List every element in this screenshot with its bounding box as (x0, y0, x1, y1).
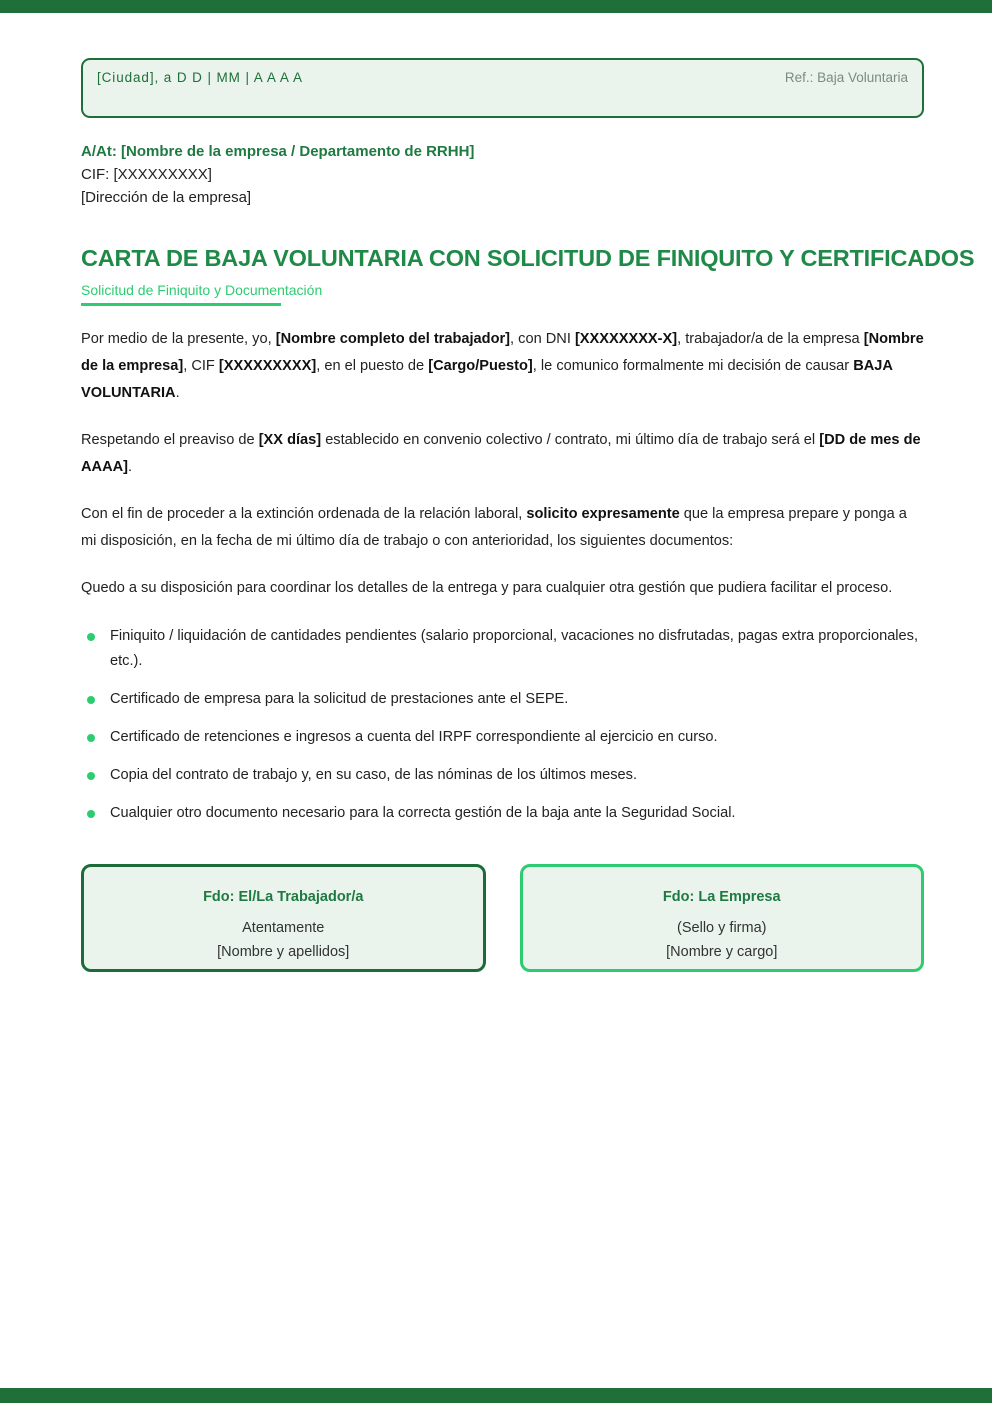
p1-b6: BAJA VOLUNTARIA (81, 358, 893, 401)
list-item (81, 763, 924, 788)
paragraph-availability (81, 575, 924, 602)
header-meta-row (97, 70, 908, 85)
company-signature-line1: (Sello y firma) (677, 920, 767, 936)
list-item (81, 801, 924, 826)
p1-b2: [XXXXXXXX-X] (574, 331, 678, 347)
list-item (81, 687, 924, 712)
bullet-dot-icon (87, 696, 95, 704)
paragraph-notice-period (81, 427, 924, 481)
paragraph-declaration (81, 326, 924, 407)
p1-s5: , en el puesto de (316, 358, 429, 374)
p2-s2: establecido en convenio colectivo / contrato, mi último día de trabajo será el (321, 432, 820, 448)
list-item-label: Copia del contrato de trabajo y, en su caso, de las nóminas de los últimos meses. (110, 767, 638, 783)
p2-s3: . (128, 459, 133, 475)
p1-s6: , le comunico formalmente mi decisión de causar (532, 358, 854, 374)
p1-s4: , CIF (183, 358, 219, 374)
page-bottom-accent-bar (0, 1388, 992, 1403)
recipient-address: [Dirección de la empresa] (81, 189, 252, 206)
bullet-dot-icon (87, 633, 95, 641)
page-title: CARTA DE BAJA VOLUNTARIA CON SOLICITUD DE FINIQUITO Y CERTIFICADOS (81, 245, 975, 271)
list-item-label: Finiquito / liquidación de cantidades pendientes (salario proporcional, vacaciones no disfrutadas, pagas extra proporcionales, etc.). (110, 628, 919, 669)
recipient-attention: A/At: [Nombre de la empresa / Departamento de RRHH] (81, 143, 475, 160)
p1-s7: . (175, 385, 180, 401)
company-signature-line2: [Nombre y cargo] (666, 944, 778, 960)
p4-s1: Quedo a su disposición para coordinar los detalles de la entrega y para cualquier otra gestión que pudiera facilitar el proceso. (81, 580, 893, 596)
reference-text: Ref.: Baja Voluntaria (784, 70, 908, 85)
p2-b1: [XX días] (258, 432, 322, 448)
list-item-label: Certificado de retenciones e ingresos a cuenta del IRPF correspondiente al ejercicio en curso. (110, 729, 718, 745)
subtitle-underline-rule (81, 303, 281, 306)
place-date-text: [Ciudad], a D D | MM | A A A A (97, 70, 303, 85)
list-item-label: Certificado de empresa para la solicitud de prestaciones ante el SEPE. (110, 691, 569, 707)
signature-box-company (520, 864, 925, 972)
paragraph-request (81, 501, 924, 555)
p1-b5: [Cargo/Puesto] (428, 358, 533, 374)
header-meta-box (81, 58, 924, 118)
list-item (81, 624, 924, 674)
p2-b2: [DD de mes de AAAA] (81, 432, 921, 475)
p3-b1: solicito expresamente (526, 506, 680, 522)
p3-s2: que la empresa prepare y ponga a mi disposición, en la fecha de mi último día de trabajo o con anterioridad, los siguientes documentos: (81, 506, 907, 549)
page-top-accent-bar (0, 0, 992, 13)
page-subtitle: Solicitud de Finiquito y Documentación (81, 282, 323, 298)
bullet-dot-icon (87, 810, 95, 818)
documents-list (81, 624, 924, 826)
list-item (81, 725, 924, 750)
signature-box-worker (81, 864, 486, 972)
recipient-cif: CIF: [XXXXXXXXX] (81, 166, 212, 183)
bullet-dot-icon (87, 772, 95, 780)
document-content (0, 58, 992, 972)
p1-s3: , trabajador/a de la empresa (677, 331, 864, 347)
p2-s1: Respetando el preaviso de (81, 432, 259, 448)
worker-signature-title: Fdo: El/La Trabajador/a (203, 889, 364, 905)
p1-b4: [XXXXXXXXX] (218, 358, 317, 374)
recipient-block (81, 140, 992, 209)
document-page (0, 13, 992, 972)
list-item-label: Cualquier otro documento necesario para la correcta gestión de la baja ante la Seguridad Social. (110, 805, 736, 821)
worker-signature-line1: Atentamente (242, 920, 325, 936)
worker-signature-line2: [Nombre y apellidos] (217, 944, 350, 960)
p1-b1: [Nombre completo del trabajador] (275, 331, 511, 347)
p1-s2: , con DNI (510, 331, 575, 347)
p1-s1: Por medio de la presente, yo, (81, 331, 276, 347)
signature-row (81, 864, 924, 972)
bullet-dot-icon (87, 734, 95, 742)
p3-s1: Con el fin de proceder a la extinción ordenada de la relación laboral, (81, 506, 527, 522)
p1-b3: [Nombre de la empresa] (81, 331, 924, 374)
company-signature-title: Fdo: La Empresa (662, 889, 781, 905)
